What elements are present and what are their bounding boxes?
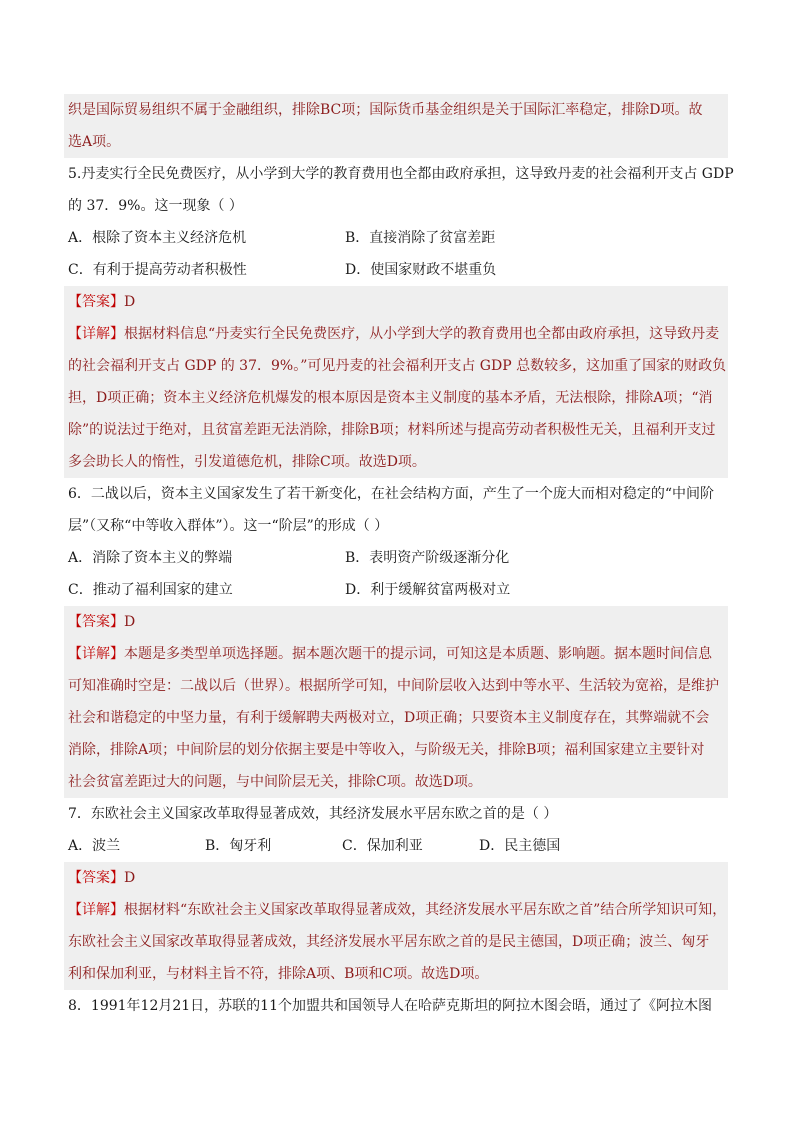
detail-text: 根据材料信息“丹麦实行全民免费医疗，从小学到大学的教育费用也全都由政府承担，这导致丹麦 bbox=[124, 326, 720, 342]
options-row bbox=[68, 254, 724, 286]
detail-text: 根据材料“东欧社会主义国家改革取得显著成效，其经济发展水平居东欧之首”结合所学知识可知， bbox=[124, 902, 727, 918]
answer-tag: 【答案】 bbox=[68, 614, 124, 630]
options-row bbox=[68, 222, 724, 254]
explanation-line: 选A项。 bbox=[64, 126, 728, 158]
question-stem: 6．二战以后，资本主义国家发生了若干新变化，在社会结构方面，产生了一个庞大而相对稳定的“中间阶 bbox=[68, 486, 715, 502]
option-a: A．消除了资本主义的弊端 bbox=[68, 550, 233, 566]
answer-line bbox=[64, 862, 728, 894]
explanation-line: 织是国际贸易组织不属于金融组织，排除BC项；国际货币基金组织是关于国际汇率稳定，排除D项。故 bbox=[64, 94, 728, 126]
question-stem: 层”（又称“中等收入群体”）。这一“阶层”的形成（ ） bbox=[68, 518, 389, 534]
detail-line: 除”的说法过于绝对，且贫富差距无法消除，排除B项；材料所述与提高劳动者积极性无关，且福利开支过 bbox=[64, 414, 728, 446]
detail-tag: 【详解】 bbox=[68, 646, 124, 662]
option-b: B．匈牙利 bbox=[205, 838, 272, 854]
option-c: C．有利于提高劳动者积极性 bbox=[68, 262, 247, 278]
option-d: D．民主德国 bbox=[479, 838, 561, 854]
option-c: C．推动了福利国家的建立 bbox=[68, 582, 233, 598]
answer-line bbox=[64, 606, 728, 638]
detail-line: 担，D项正确；资本主义经济危机爆发的根本原因是资本主义制度的基本矛盾，无法根除，排除A项；“消 bbox=[64, 382, 728, 414]
detail-line: 可知准确时空是：二战以后（世界）。根据所学可知，中间阶层收入达到中等水平、生活较为宽裕，是维护 bbox=[64, 670, 728, 702]
option-b: B．表明资产阶级逐渐分化 bbox=[345, 550, 510, 566]
detail-line bbox=[64, 318, 728, 350]
question-8 bbox=[68, 990, 724, 1022]
answer-value: D bbox=[124, 294, 136, 310]
answer-value: D bbox=[124, 870, 136, 886]
detail-text: 本题是多类型单项选择题。据本题次题干的提示词，可知这是本质题、影响题。据本题时间信息 bbox=[124, 646, 712, 662]
option-a: A．波兰 bbox=[68, 838, 121, 854]
options-row bbox=[68, 542, 724, 574]
detail-line bbox=[64, 894, 728, 926]
answer-value: D bbox=[124, 614, 136, 630]
document-page bbox=[68, 94, 734, 1022]
detail-line: 多会助长人的惰性，引发道德危机，排除C项。故选D项。 bbox=[64, 446, 728, 478]
option-b: B．直接消除了贫富差距 bbox=[345, 230, 496, 246]
answer-line bbox=[64, 286, 728, 318]
question-stem: 的 37．9%。这一现象（ ） bbox=[68, 198, 243, 214]
option-d: D．利于缓解贫富两极对立 bbox=[345, 582, 511, 598]
option-c: C．保加利亚 bbox=[342, 838, 423, 854]
option-d: D．使国家财政不堪重负 bbox=[345, 262, 497, 278]
detail-line: 东欧社会主义国家改革取得显著成效，其经济发展水平居东欧之首的是民主德国，D项正确；波兰、匈牙 bbox=[64, 926, 728, 958]
detail-tag: 【详解】 bbox=[68, 326, 124, 342]
question-5 bbox=[68, 158, 734, 478]
detail-line: 社会和谐稳定的中坚力量，有利于缓解聘夫两极对立，D项正确；只要资本主义制度存在，其弊端就不会 bbox=[64, 702, 728, 734]
detail-line: 消除，排除A项；中间阶层的划分依据主要是中等收入，与阶级无关，排除B项；福利国家建立主要针对 bbox=[64, 734, 728, 766]
question-6 bbox=[68, 478, 724, 798]
question-stem: 5.丹麦实行全民免费医疗，从小学到大学的教育费用也全都由政府承担，这导致丹麦的社会福利开支占 GDP bbox=[68, 166, 734, 182]
answer-tag: 【答案】 bbox=[68, 870, 124, 886]
options-row bbox=[68, 830, 724, 862]
option-a: A．根除了资本主义经济危机 bbox=[68, 230, 247, 246]
question-stem: 7．东欧社会主义国家改革取得显著成效，其经济发展水平居东欧之首的是（ ） bbox=[68, 806, 558, 822]
q4-explanation-tail bbox=[68, 94, 724, 158]
detail-line: 的社会福利开支占 GDP 的 37．9%。”可见丹麦的社会福利开支占 GDP 总数较多，这加重了国家的财政负 bbox=[64, 350, 728, 382]
question-stem: 8．1991年12月21日，苏联的11个加盟共和国领导人在哈萨克斯坦的阿拉木图会晤，通过了《阿拉木图 bbox=[68, 998, 712, 1014]
detail-line: 利和保加利亚，与材料主旨不符，排除A项、B项和C项。故选D项。 bbox=[64, 958, 728, 990]
answer-tag: 【答案】 bbox=[68, 294, 124, 310]
options-row bbox=[68, 574, 724, 606]
detail-tag: 【详解】 bbox=[68, 902, 124, 918]
detail-line bbox=[64, 638, 728, 670]
detail-line: 社会贫富差距过大的问题，与中间阶层无关，排除C项。故选D项。 bbox=[64, 766, 728, 798]
question-7 bbox=[68, 798, 727, 990]
